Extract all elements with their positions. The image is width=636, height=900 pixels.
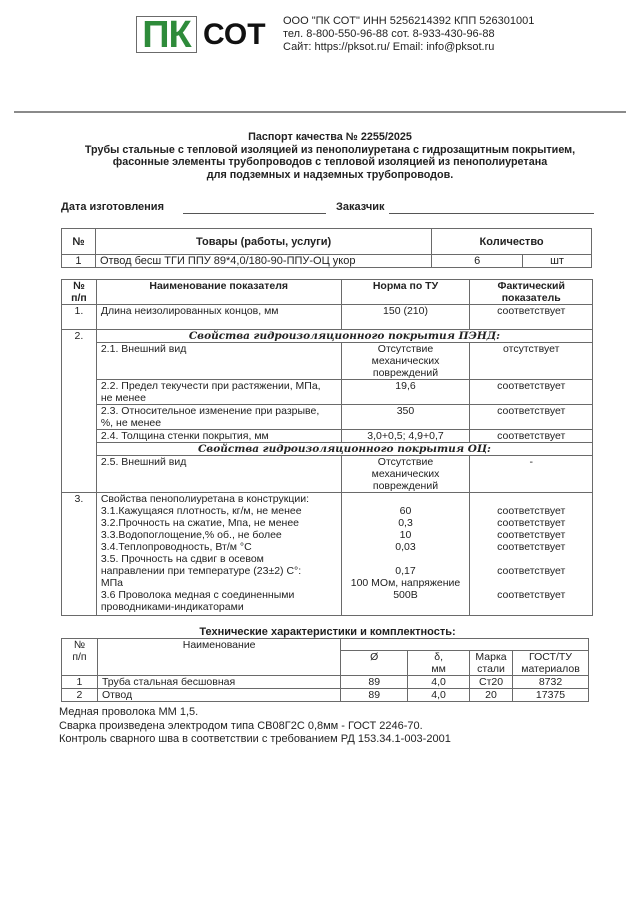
- name-line: не менее: [100, 392, 146, 404]
- row2-3-name: [96, 405, 341, 430]
- actual-line: соответствует: [497, 541, 566, 553]
- row3-norm: [341, 493, 470, 616]
- tech-row-diameter: 89: [341, 676, 408, 689]
- row2-1-actual: отсутствует: [470, 343, 593, 380]
- row2-3-norm: 350: [341, 405, 470, 430]
- indicators-header-actual: [470, 280, 593, 305]
- header-actual-line1: Фактический: [497, 280, 565, 292]
- name-line: направлении при температуре (23±2) С°:: [100, 565, 302, 577]
- logo-pk-text: ПК: [142, 13, 191, 56]
- table-row: [62, 343, 593, 380]
- section-row-oc: [62, 443, 593, 456]
- header-num-line2: п/п: [72, 651, 87, 663]
- table-row: [62, 689, 589, 702]
- row3-num: 3.: [62, 493, 97, 616]
- tech-row-thickness: 4,0: [408, 676, 470, 689]
- name-line: 3.4.Теплопроводность, Вт/м °С: [100, 541, 252, 553]
- header-num-line2: п/п: [71, 292, 87, 304]
- table-row: [62, 676, 589, 689]
- goods-header-num: №: [62, 229, 96, 255]
- document-title: [60, 131, 600, 181]
- name-line: 3.3.Водопоглощение,% об., не более: [100, 529, 282, 541]
- row2-2-actual: соответствует: [470, 380, 593, 405]
- name-line: Свойства пенополиуретана в конструкции:: [100, 493, 309, 505]
- logo-pk-box: [136, 13, 197, 56]
- tech-row-thickness: 4,0: [408, 689, 470, 702]
- name-line: 2.2. Предел текучести при растяжении, МПа,: [100, 380, 321, 392]
- header-num-line1: №: [73, 280, 85, 292]
- row1-name: Длина неизолированных концов, мм: [96, 305, 341, 330]
- actual-line: соответствует: [497, 529, 566, 541]
- norm-line: 0,3: [398, 517, 413, 529]
- goods-header-row: [62, 229, 592, 255]
- row2-4-name: 2.4. Толщина стенки покрытия, мм: [96, 430, 341, 443]
- name-line: %, не менее: [100, 417, 162, 429]
- tech-row-diameter: 89: [341, 689, 408, 702]
- goods-row-unit: шт: [523, 255, 592, 268]
- row1-num: 1.: [62, 305, 97, 330]
- tech-header-num: [62, 639, 98, 676]
- tech-table-title: Технические характеристики и комплектность:: [199, 626, 456, 638]
- row2-2-norm: 19,6: [341, 380, 470, 405]
- row3-name: [96, 493, 341, 616]
- date-label: Дата изготовления: [61, 201, 164, 213]
- actual-line: соответствует: [497, 517, 566, 529]
- row1-actual: соответствует: [470, 305, 593, 330]
- section-row-pe: [62, 330, 593, 343]
- header-line: δ,: [434, 651, 443, 663]
- table-row: [62, 405, 593, 430]
- logo-sot-text: СОТ: [203, 18, 266, 51]
- table-row: [62, 430, 593, 443]
- header-divider: [14, 111, 626, 113]
- row2-1-norm: [341, 343, 470, 380]
- row2-4-actual: соответствует: [470, 430, 593, 443]
- indicators-header-name: Наименование показателя: [96, 280, 341, 305]
- indicators-header-norm: Норма по ТУ: [341, 280, 470, 305]
- tech-header-name: Наименование: [97, 639, 340, 676]
- name-line: 3.1.Кажущаяся плотность, кг/м, не менее: [100, 505, 302, 517]
- tech-header-row-1: [62, 639, 589, 651]
- row1-norm: 150 (210): [341, 305, 470, 330]
- name-line: 3.5. Прочность на сдвиг в осевом: [100, 553, 264, 565]
- notes: [59, 706, 451, 747]
- tech-header-gost: [513, 651, 589, 676]
- table-row: [62, 380, 593, 405]
- tech-row-num: 1: [62, 676, 98, 689]
- customer-label: Заказчик: [336, 201, 385, 213]
- row2-4-norm: 3,0+0,5; 4,9+0,7: [341, 430, 470, 443]
- table-row: [62, 305, 593, 330]
- table-row: [62, 493, 593, 616]
- norm-line: повреждений: [372, 367, 439, 379]
- tech-row-steel: Ст20: [470, 676, 513, 689]
- row2-1-name: 2.1. Внешний вид: [96, 343, 341, 380]
- passport-number: Паспорт качества № 2255/2025: [248, 131, 412, 143]
- indicators-header-row: [62, 280, 593, 305]
- name-line: проводниками-индикаторами: [100, 601, 244, 613]
- company-requisites: ООО "ПК СОТ" ИНН 5256214392 КПП 526301001: [283, 15, 535, 27]
- name-line: 2.3. Относительное изменение при разрыве,: [100, 405, 320, 417]
- company-web-email: Сайт: https://pksot.ru/ Email: info@pksot.ru: [283, 41, 495, 53]
- row2-num: 2.: [62, 330, 97, 493]
- goods-header-goods: Товары (работы, услуги): [95, 229, 431, 255]
- note-welding: Сварка произведена электродом типа СВ08Г2С 0,8мм - ГОСТ 2246-70.: [59, 719, 423, 732]
- norm-line: Отсутствие: [377, 343, 434, 355]
- norm-line: повреждений: [372, 480, 439, 492]
- tech-table: [61, 638, 589, 702]
- goods-row-qty: 6: [432, 255, 523, 268]
- company-phones: тел. 8-800-550-96-88 сот. 8-933-430-96-88: [283, 28, 495, 40]
- tech-row-gost: 8732: [513, 676, 589, 689]
- actual-line: соответствует: [497, 505, 566, 517]
- company-info: [283, 15, 534, 54]
- tech-row-name: Труба стальная бесшовная: [97, 676, 340, 689]
- header-line: Марка: [475, 651, 507, 663]
- goods-header-qty: Количество: [432, 229, 592, 255]
- tech-header-diameter: Ø: [341, 651, 408, 676]
- note-copper-wire: Медная проволока ММ 1,5.: [59, 706, 199, 718]
- goods-table: [61, 228, 592, 268]
- name-line: 3.6 Проволока медная с соединенными: [100, 589, 295, 601]
- indicators-table: [61, 279, 593, 616]
- actual-line: [474, 577, 588, 589]
- row3-actual: [470, 493, 593, 616]
- row2-5-actual: -: [470, 456, 593, 493]
- norm-line: 0,17: [395, 565, 416, 577]
- name-line: МПа: [100, 577, 123, 589]
- norm-line: механических: [371, 468, 440, 480]
- row2-2-name: [96, 380, 341, 405]
- header-line: мм: [431, 663, 446, 675]
- norm-line: 0,03: [395, 541, 416, 553]
- goods-row-name: Отвод бесш ТГИ ППУ 89*4,0/180-90-ППУ-ОЦ укор: [95, 255, 431, 268]
- row2-3-actual: соответствует: [470, 405, 593, 430]
- tech-row-name: Отвод: [97, 689, 340, 702]
- header-line: стали: [477, 663, 505, 675]
- norm-line: Отсутствие: [377, 456, 434, 468]
- tech-row-num: 2: [62, 689, 98, 702]
- norm-line: 500В: [393, 589, 418, 601]
- actual-line: соответствует: [497, 565, 566, 577]
- table-row: [62, 456, 593, 493]
- tech-row-gost: 17375: [513, 689, 589, 702]
- customer-field-line[interactable]: [389, 213, 594, 214]
- tech-header-thickness: [408, 651, 470, 676]
- actual-line: [474, 553, 588, 565]
- header-line: ГОСТ/ТУ: [529, 651, 572, 663]
- table-row: [62, 255, 592, 268]
- section-pe-title: Свойства гидроизоляционного покрытия ПЭНД:: [96, 330, 592, 343]
- norm-line: 60: [399, 505, 412, 517]
- tech-row-steel: 20: [470, 689, 513, 702]
- header-num-line1: №: [73, 639, 86, 651]
- actual-line: [474, 493, 588, 505]
- row2-5-name: 2.5. Внешний вид: [96, 456, 341, 493]
- actual-line: соответствует: [497, 589, 566, 601]
- norm-line: [346, 493, 466, 505]
- header-line: материалов: [521, 663, 580, 675]
- norm-line: [346, 553, 466, 565]
- row2-5-norm: [341, 456, 470, 493]
- title-line-2: Трубы стальные с тепловой изоляцией из пенополиуретана с гидрозащитным покрытием,: [84, 143, 576, 156]
- section-oc-title: Свойства гидроизоляционного покрытия ОЦ:: [96, 443, 592, 456]
- tech-header-span: [341, 639, 589, 651]
- tech-header-steel: [470, 651, 513, 676]
- title-line-3: фасонные элементы трубопроводов с тепловой изоляцией из пенополиуретана: [112, 156, 548, 168]
- date-field-line[interactable]: [183, 213, 326, 214]
- norm-line: механических: [371, 355, 440, 367]
- title-line-4: для подземных и надземных трубопроводов.: [206, 168, 454, 181]
- header-actual-line2: показатель: [501, 292, 561, 304]
- norm-line: 10: [399, 529, 412, 541]
- goods-row-num: 1: [62, 255, 96, 268]
- norm-line: 100 МОм, напряжение: [350, 577, 461, 589]
- note-weld-control: Контроль сварного шва в соответствии с требованием РД 153.34.1-003-2001: [59, 733, 451, 745]
- indicators-header-num: [62, 280, 97, 305]
- name-line: 3.2.Прочность на сжатие, Мпа, не менее: [100, 517, 300, 529]
